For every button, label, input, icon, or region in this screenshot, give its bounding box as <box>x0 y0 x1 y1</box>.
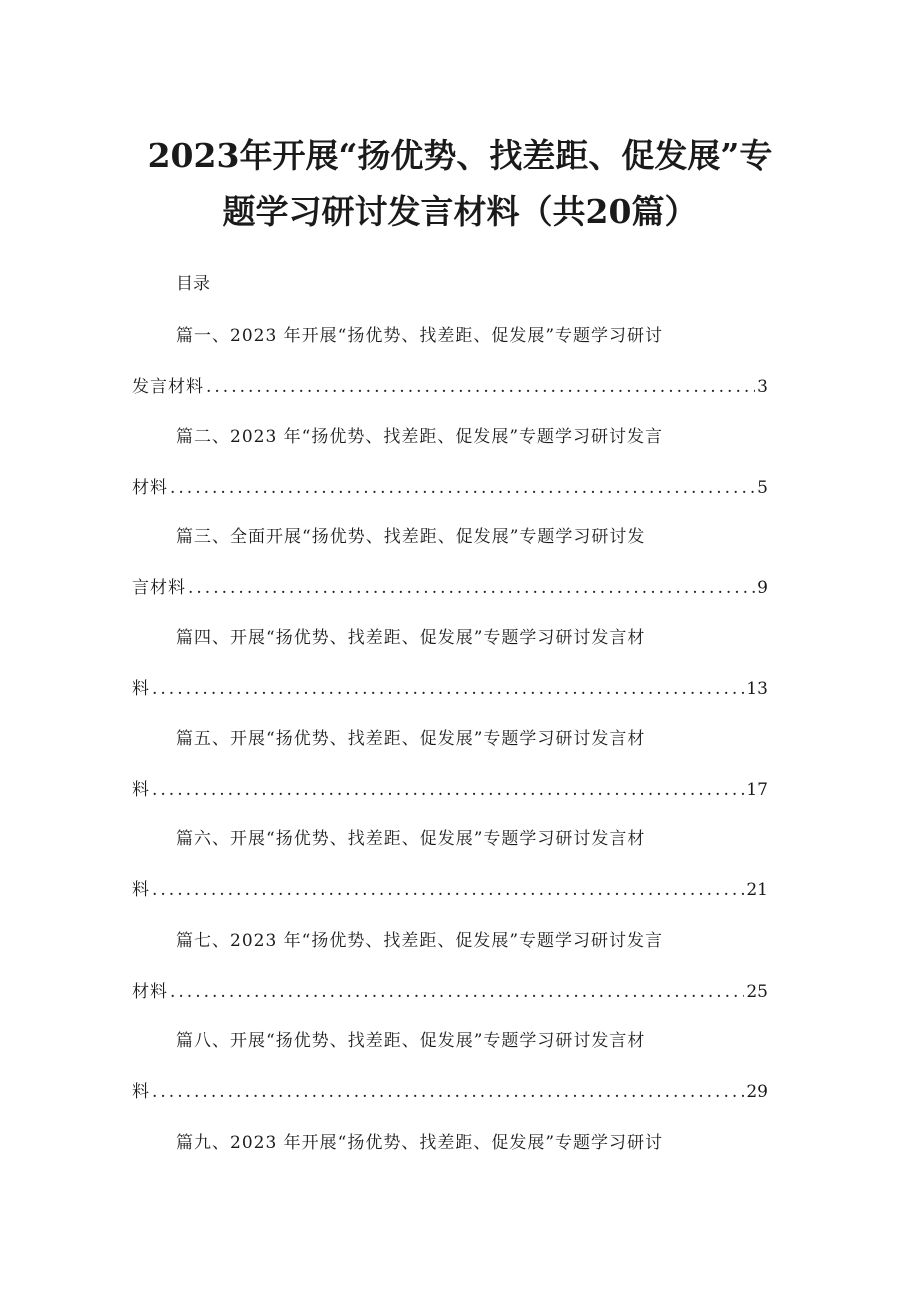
toc-page-number: 9 <box>757 578 768 598</box>
toc-entry-title: 篇六、开展“扬优势、找差距、促发展”专题学习研讨发言材 <box>176 829 646 849</box>
toc-entry-title-continued: 言材料 <box>132 578 186 598</box>
toc-entry-title: 篇八、开展“扬优势、找差距、促发展”专题学习研讨发言材 <box>176 1031 646 1051</box>
toc-entry-title: 篇四、开展“扬优势、找差距、促发展”专题学习研讨发言材 <box>176 628 646 648</box>
toc-entry[interactable] <box>0 423 920 523</box>
dot-leader <box>206 373 755 401</box>
toc-entry-title: 篇一、2023 年开展“扬优势、找差距、促发展”专题学习研讨 <box>176 326 664 346</box>
toc-entry[interactable] <box>0 927 920 1027</box>
toc-entry-title: 篇五、开展“扬优势、找差距、促发展”专题学习研讨发言材 <box>176 729 646 749</box>
toc-entry-title-continued: 材料 <box>132 478 168 498</box>
toc-entry-title-continued: 料 <box>132 1082 150 1102</box>
dot-leader <box>152 675 744 703</box>
toc-page-number: 5 <box>757 478 768 498</box>
dot-leader <box>170 474 755 502</box>
toc-entry-title-continued: 料 <box>132 679 150 699</box>
document-title <box>60 128 860 240</box>
toc-entry-title-continued: 料 <box>132 880 150 900</box>
toc-entry-title-continued: 发言材料 <box>132 377 204 397</box>
toc-page-number: 13 <box>746 679 768 699</box>
title-line-1: 2023年开展“扬优势、找差距、促发展”专 <box>147 136 773 175</box>
toc-page-number: 3 <box>757 377 768 397</box>
dot-leader <box>152 876 744 904</box>
toc-entry[interactable] <box>0 1027 920 1127</box>
toc-entry[interactable] <box>0 624 920 724</box>
dot-leader <box>152 776 744 804</box>
toc-page-number: 25 <box>746 982 768 1002</box>
title-line-2: 题学习研讨发言材料（共20篇） <box>222 192 698 231</box>
toc-entry[interactable] <box>0 1129 920 1229</box>
toc-entry[interactable] <box>0 825 920 925</box>
toc-entry[interactable] <box>0 725 920 825</box>
dot-leader <box>188 574 755 602</box>
toc-page-number: 21 <box>746 880 768 900</box>
toc-page-number: 29 <box>746 1082 768 1102</box>
dot-leader <box>170 978 744 1006</box>
toc-entry-title: 篇二、2023 年“扬优势、找差距、促发展”专题学习研讨发言 <box>176 427 664 447</box>
toc-page-number: 17 <box>746 780 768 800</box>
toc-entry[interactable] <box>0 523 920 623</box>
toc-entry-title: 篇七、2023 年“扬优势、找差距、促发展”专题学习研讨发言 <box>176 931 664 951</box>
toc-entry-title-continued: 材料 <box>132 982 168 1002</box>
toc-entry[interactable] <box>0 322 920 422</box>
toc-entry-title: 篇三、全面开展“扬优势、找差距、促发展”专题学习研讨发 <box>176 527 646 547</box>
toc-heading: 目录 <box>176 274 210 294</box>
dot-leader <box>152 1078 744 1106</box>
toc-entry-title-continued: 料 <box>132 780 150 800</box>
toc-entry-title: 篇九、2023 年开展“扬优势、找差距、促发展”专题学习研讨 <box>176 1133 664 1153</box>
